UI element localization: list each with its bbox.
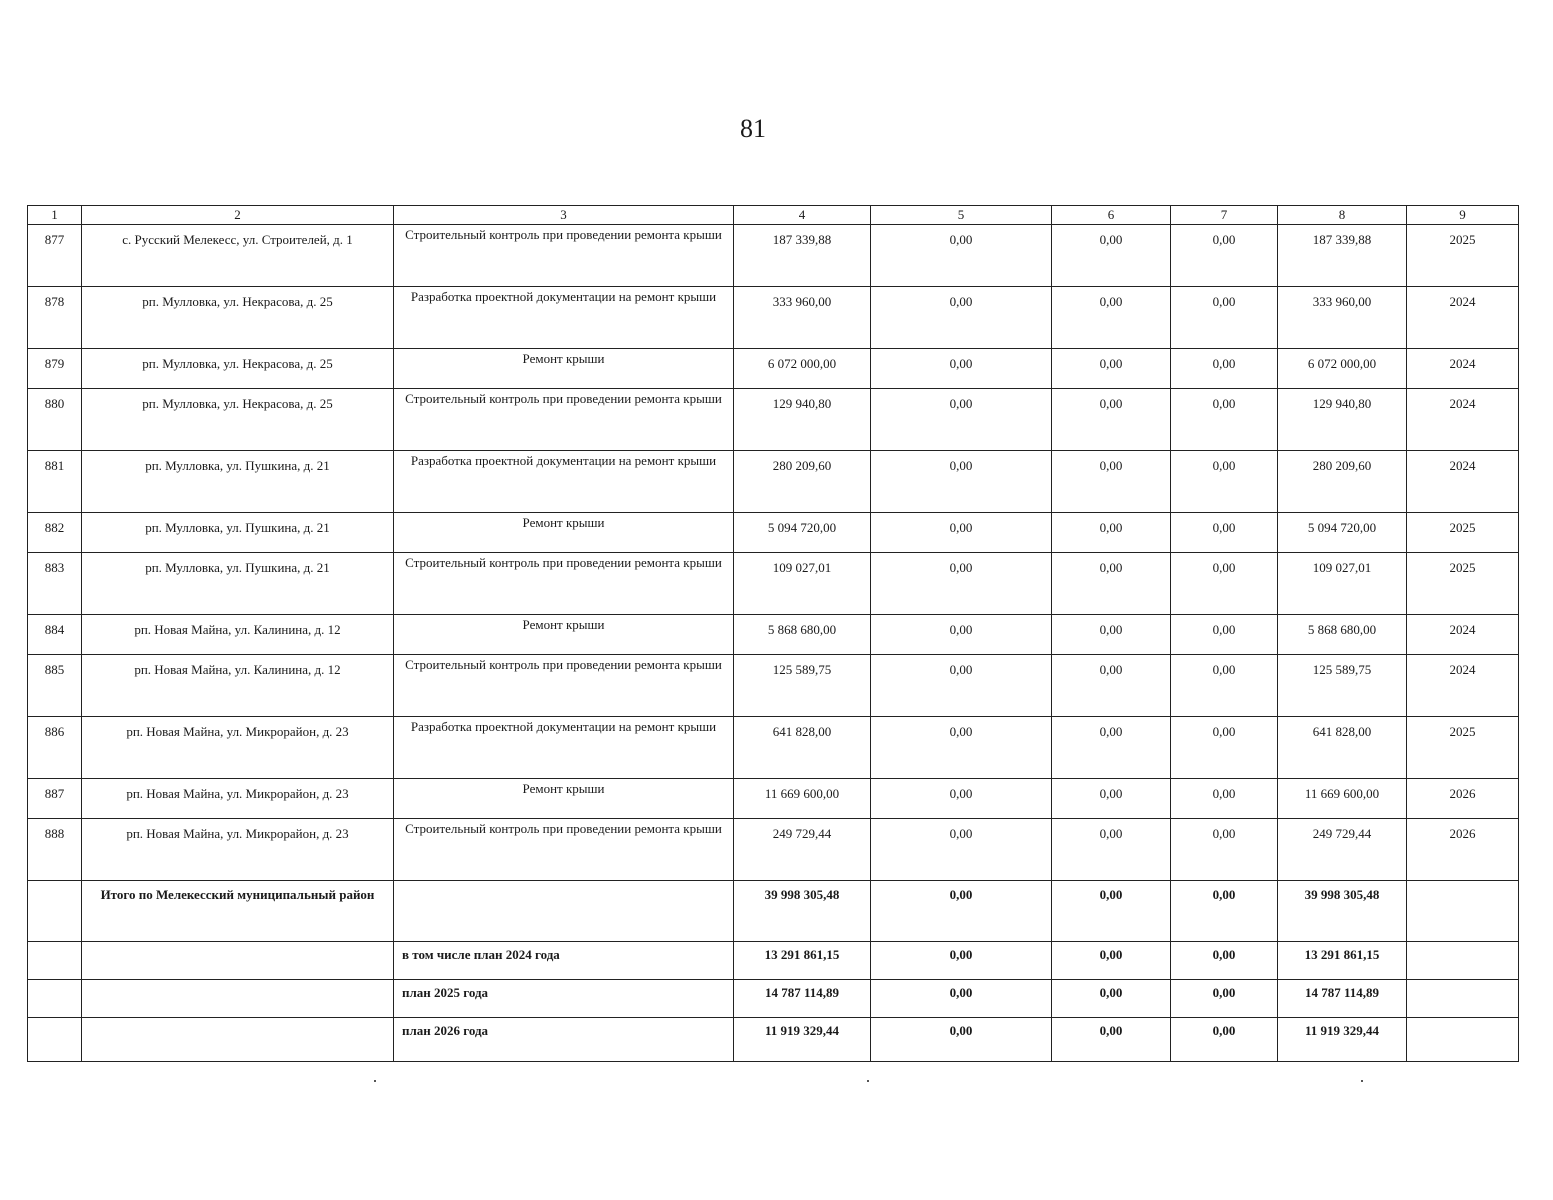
table-row	[28, 513, 1519, 553]
plan-label-cell: план 2026 года	[394, 1018, 734, 1062]
amount-col5-cell: 0,00	[871, 451, 1052, 513]
row-number-cell: 887	[28, 779, 82, 819]
amount-col5-cell: 0,00	[871, 349, 1052, 389]
amount-col4-cell: 129 940,80	[734, 389, 871, 451]
row-number-cell: 880	[28, 389, 82, 451]
amount-col5-cell: 0,00	[871, 287, 1052, 349]
address-cell: рп. Мулловка, ул. Пушкина, д. 21	[82, 513, 394, 553]
address-cell: рп. Новая Майна, ул. Микрорайон, д. 23	[82, 819, 394, 881]
row-number-cell: 884	[28, 615, 82, 655]
year-cell: 2025	[1407, 717, 1519, 779]
work-type-cell: Ремонт крыши	[394, 349, 734, 389]
table-row	[28, 615, 1519, 655]
amount-col7-cell: 0,00	[1171, 717, 1278, 779]
amount-col5-cell: 0,00	[871, 819, 1052, 881]
amount-col5-cell: 0,00	[871, 779, 1052, 819]
page-number: 81	[740, 114, 766, 143]
row-number-cell: 878	[28, 287, 82, 349]
plan-label-cell: план 2025 года	[394, 980, 734, 1018]
amount-col4-cell: 280 209,60	[734, 451, 871, 513]
table-row	[28, 389, 1519, 451]
empty-cell	[28, 942, 82, 980]
column-number: 5	[871, 206, 1052, 225]
empty-cell	[28, 881, 82, 942]
column-number: 7	[1171, 206, 1278, 225]
plan-row	[28, 980, 1519, 1018]
year-cell: 2024	[1407, 287, 1519, 349]
plan-col5-cell: 0,00	[871, 942, 1052, 980]
address-cell: рп. Мулловка, ул. Пушкина, д. 21	[82, 553, 394, 615]
work-type-cell: Ремонт крыши	[394, 513, 734, 553]
amount-col7-cell: 0,00	[1171, 553, 1278, 615]
empty-cell	[28, 1018, 82, 1062]
work-type-cell: Разработка проектной документации на ремонт крыши	[394, 287, 734, 349]
empty-cell	[1407, 881, 1519, 942]
empty-cell	[82, 1018, 394, 1062]
address-cell: рп. Новая Майна, ул. Калинина, д. 12	[82, 655, 394, 717]
table-row	[28, 717, 1519, 779]
row-number-cell: 881	[28, 451, 82, 513]
total-col6-cell: 0,00	[1052, 881, 1171, 942]
amount-col8-cell: 641 828,00	[1278, 717, 1407, 779]
amount-col4-cell: 11 669 600,00	[734, 779, 871, 819]
row-number-cell: 882	[28, 513, 82, 553]
table-row	[28, 451, 1519, 513]
row-number-cell: 888	[28, 819, 82, 881]
amount-col7-cell: 0,00	[1171, 349, 1278, 389]
address-cell: с. Русский Мелекесс, ул. Строителей, д. 1	[82, 225, 394, 287]
total-col4-cell: 39 998 305,48	[734, 881, 871, 942]
address-cell: рп. Мулловка, ул. Некрасова, д. 25	[82, 287, 394, 349]
plan-col7-cell: 0,00	[1171, 1018, 1278, 1062]
total-row	[28, 881, 1519, 942]
amount-col5-cell: 0,00	[871, 389, 1052, 451]
amount-col6-cell: 0,00	[1052, 779, 1171, 819]
row-number-cell: 886	[28, 717, 82, 779]
column-number: 2	[82, 206, 394, 225]
empty-cell	[1407, 942, 1519, 980]
plan-col4-cell: 13 291 861,15	[734, 942, 871, 980]
amount-col6-cell: 0,00	[1052, 389, 1171, 451]
address-cell: рп. Новая Майна, ул. Микрорайон, д. 23	[82, 779, 394, 819]
plan-col8-cell: 13 291 861,15	[1278, 942, 1407, 980]
amount-col4-cell: 109 027,01	[734, 553, 871, 615]
plan-col5-cell: 0,00	[871, 980, 1052, 1018]
amount-col7-cell: 0,00	[1171, 819, 1278, 881]
plan-col4-cell: 11 919 329,44	[734, 1018, 871, 1062]
column-number: 8	[1278, 206, 1407, 225]
amount-col8-cell: 6 072 000,00	[1278, 349, 1407, 389]
column-number: 9	[1407, 206, 1519, 225]
column-number: 1	[28, 206, 82, 225]
amount-col4-cell: 333 960,00	[734, 287, 871, 349]
repair-plan-table	[27, 205, 1519, 1062]
year-cell: 2024	[1407, 451, 1519, 513]
amount-col5-cell: 0,00	[871, 655, 1052, 717]
amount-col4-cell: 5 094 720,00	[734, 513, 871, 553]
work-type-cell: Ремонт крыши	[394, 615, 734, 655]
column-number-header-row	[28, 206, 1519, 225]
amount-col6-cell: 0,00	[1052, 717, 1171, 779]
row-number-cell: 879	[28, 349, 82, 389]
amount-col7-cell: 0,00	[1171, 615, 1278, 655]
plan-col8-cell: 14 787 114,89	[1278, 980, 1407, 1018]
amount-col8-cell: 129 940,80	[1278, 389, 1407, 451]
amount-col8-cell: 249 729,44	[1278, 819, 1407, 881]
work-type-cell: Строительный контроль при проведении ремонта крыши	[394, 819, 734, 881]
empty-cell	[28, 980, 82, 1018]
row-number-cell: 885	[28, 655, 82, 717]
address-cell: рп. Новая Майна, ул. Микрорайон, д. 23	[82, 717, 394, 779]
year-cell: 2026	[1407, 779, 1519, 819]
empty-cell	[1407, 1018, 1519, 1062]
year-cell: 2024	[1407, 389, 1519, 451]
year-cell: 2025	[1407, 553, 1519, 615]
amount-col5-cell: 0,00	[871, 513, 1052, 553]
table-row	[28, 287, 1519, 349]
year-cell: 2024	[1407, 615, 1519, 655]
amount-col6-cell: 0,00	[1052, 553, 1171, 615]
amount-col4-cell: 5 868 680,00	[734, 615, 871, 655]
work-type-cell: Разработка проектной документации на ремонт крыши	[394, 451, 734, 513]
amount-col6-cell: 0,00	[1052, 451, 1171, 513]
table-row	[28, 225, 1519, 287]
table-row	[28, 779, 1519, 819]
plan-col6-cell: 0,00	[1052, 980, 1171, 1018]
amount-col8-cell: 11 669 600,00	[1278, 779, 1407, 819]
work-type-cell: Строительный контроль при проведении ремонта крыши	[394, 225, 734, 287]
scan-speck	[374, 1080, 376, 1082]
column-number: 4	[734, 206, 871, 225]
amount-col6-cell: 0,00	[1052, 513, 1171, 553]
amount-col8-cell: 187 339,88	[1278, 225, 1407, 287]
plan-col4-cell: 14 787 114,89	[734, 980, 871, 1018]
amount-col4-cell: 6 072 000,00	[734, 349, 871, 389]
plan-col6-cell: 0,00	[1052, 942, 1171, 980]
address-cell: рп. Новая Майна, ул. Калинина, д. 12	[82, 615, 394, 655]
table-row	[28, 349, 1519, 389]
work-type-cell: Ремонт крыши	[394, 779, 734, 819]
amount-col8-cell: 125 589,75	[1278, 655, 1407, 717]
scan-speck	[867, 1080, 869, 1082]
amount-col5-cell: 0,00	[871, 615, 1052, 655]
year-cell: 2026	[1407, 819, 1519, 881]
plan-row	[28, 942, 1519, 980]
year-cell: 2024	[1407, 349, 1519, 389]
row-number-cell: 877	[28, 225, 82, 287]
empty-cell	[82, 942, 394, 980]
work-type-cell: Строительный контроль при проведении ремонта крыши	[394, 553, 734, 615]
address-cell: рп. Мулловка, ул. Некрасова, д. 25	[82, 389, 394, 451]
amount-col7-cell: 0,00	[1171, 655, 1278, 717]
column-number: 3	[394, 206, 734, 225]
amount-col7-cell: 0,00	[1171, 513, 1278, 553]
table-row	[28, 819, 1519, 881]
plan-col5-cell: 0,00	[871, 1018, 1052, 1062]
year-cell: 2025	[1407, 225, 1519, 287]
amount-col8-cell: 333 960,00	[1278, 287, 1407, 349]
amount-col7-cell: 0,00	[1171, 225, 1278, 287]
plan-row	[28, 1018, 1519, 1062]
amount-col8-cell: 109 027,01	[1278, 553, 1407, 615]
plan-col6-cell: 0,00	[1052, 1018, 1171, 1062]
work-type-cell: Строительный контроль при проведении ремонта крыши	[394, 655, 734, 717]
row-number-cell: 883	[28, 553, 82, 615]
total-label-cell: Итого по Мелекесский муниципальный район	[82, 881, 394, 942]
plan-label-cell: в том числе план 2024 года	[394, 942, 734, 980]
table-row	[28, 655, 1519, 717]
work-type-cell: Строительный контроль при проведении ремонта крыши	[394, 389, 734, 451]
amount-col6-cell: 0,00	[1052, 349, 1171, 389]
amount-col6-cell: 0,00	[1052, 615, 1171, 655]
amount-col7-cell: 0,00	[1171, 779, 1278, 819]
amount-col8-cell: 280 209,60	[1278, 451, 1407, 513]
amount-col7-cell: 0,00	[1171, 389, 1278, 451]
plan-col8-cell: 11 919 329,44	[1278, 1018, 1407, 1062]
amount-col4-cell: 641 828,00	[734, 717, 871, 779]
total-col8-cell: 39 998 305,48	[1278, 881, 1407, 942]
total-col7-cell: 0,00	[1171, 881, 1278, 942]
amount-col4-cell: 125 589,75	[734, 655, 871, 717]
scan-speck	[1361, 1080, 1363, 1082]
amount-col8-cell: 5 868 680,00	[1278, 615, 1407, 655]
amount-col7-cell: 0,00	[1171, 451, 1278, 513]
address-cell: рп. Мулловка, ул. Пушкина, д. 21	[82, 451, 394, 513]
amount-col5-cell: 0,00	[871, 225, 1052, 287]
amount-col6-cell: 0,00	[1052, 655, 1171, 717]
amount-col5-cell: 0,00	[871, 553, 1052, 615]
total-col5-cell: 0,00	[871, 881, 1052, 942]
empty-cell	[1407, 980, 1519, 1018]
address-cell: рп. Мулловка, ул. Некрасова, д. 25	[82, 349, 394, 389]
empty-cell	[82, 980, 394, 1018]
empty-cell	[394, 881, 734, 942]
work-type-cell: Разработка проектной документации на ремонт крыши	[394, 717, 734, 779]
year-cell: 2025	[1407, 513, 1519, 553]
amount-col7-cell: 0,00	[1171, 287, 1278, 349]
table-row	[28, 553, 1519, 615]
amount-col6-cell: 0,00	[1052, 225, 1171, 287]
amount-col4-cell: 187 339,88	[734, 225, 871, 287]
year-cell: 2024	[1407, 655, 1519, 717]
amount-col6-cell: 0,00	[1052, 819, 1171, 881]
amount-col8-cell: 5 094 720,00	[1278, 513, 1407, 553]
plan-col7-cell: 0,00	[1171, 980, 1278, 1018]
amount-col5-cell: 0,00	[871, 717, 1052, 779]
amount-col4-cell: 249 729,44	[734, 819, 871, 881]
column-number: 6	[1052, 206, 1171, 225]
plan-col7-cell: 0,00	[1171, 942, 1278, 980]
amount-col6-cell: 0,00	[1052, 287, 1171, 349]
